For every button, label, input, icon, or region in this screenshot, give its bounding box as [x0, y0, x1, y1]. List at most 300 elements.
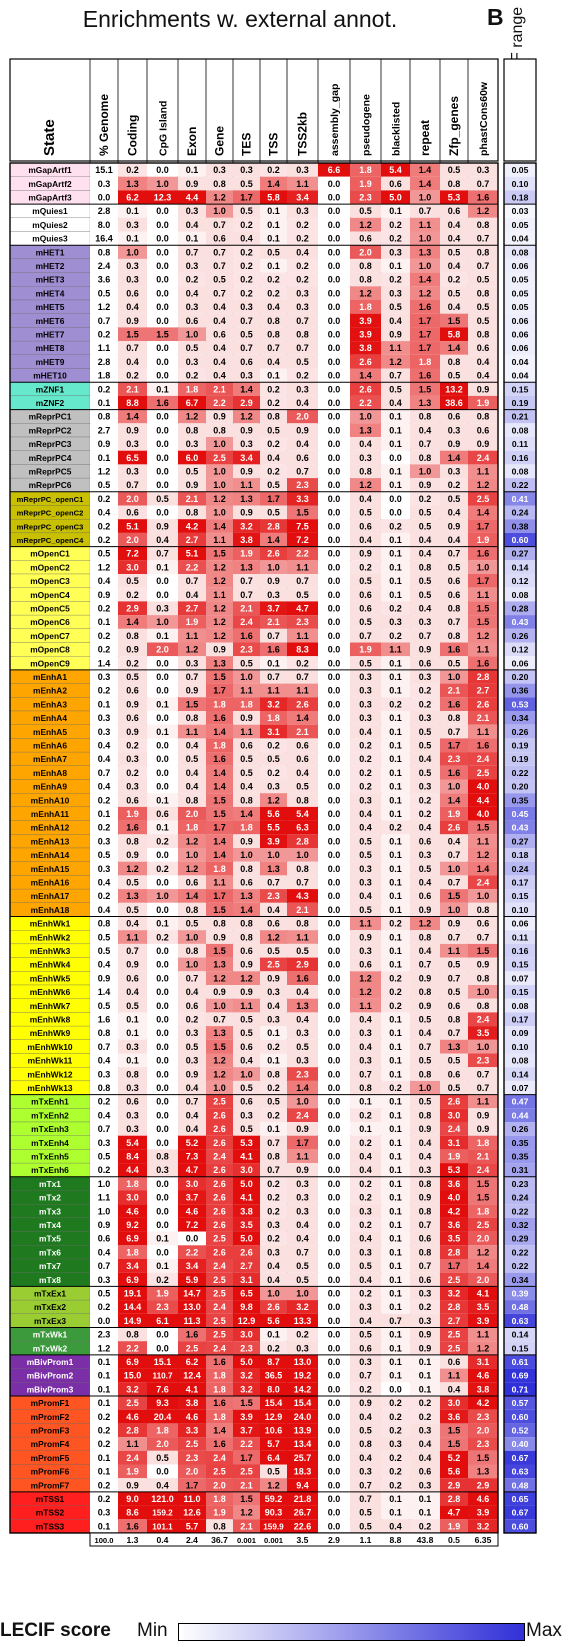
cell-value: 2.7 — [185, 535, 199, 545]
cell-value: 0.8 — [156, 1151, 169, 1162]
cell-value: 0.6 — [359, 233, 372, 244]
cell-value: 0.7 — [126, 946, 139, 956]
state-label: mEnhA11 — [30, 809, 70, 819]
cell-value: 7.2 — [126, 548, 139, 559]
lecif-value: 0.26 — [511, 630, 529, 641]
cell-value: 2.8 — [476, 672, 490, 682]
cell-value: 1.2 — [267, 795, 280, 806]
cell-value: 0.0 — [156, 1220, 169, 1230]
cell-value: 0.1 — [389, 740, 402, 751]
lecif-value: 0.23 — [511, 1178, 529, 1189]
cell-value: 0.8 — [476, 329, 490, 340]
cell-value: 1.0 — [213, 206, 226, 217]
cell-value: 1.1 — [476, 589, 490, 600]
state-label: mQuies3 — [32, 233, 68, 244]
cell-value: 0.1 — [389, 1494, 402, 1504]
cell-value: 0.4 — [126, 302, 139, 313]
cell-value: 0.4 — [418, 1028, 432, 1039]
cell-value: 0.0 — [156, 754, 169, 765]
cell-value: 0.5 — [359, 507, 372, 518]
cell-value: 0.3 — [359, 1466, 372, 1477]
cell-value: 1.0 — [240, 672, 253, 682]
cell-value: 0.3 — [126, 466, 139, 477]
cell-value: 0.2 — [359, 781, 372, 792]
cell-value: 0.9 — [418, 480, 432, 491]
cell-value: 0.2 — [296, 658, 309, 669]
cell-value: 8.8 — [126, 398, 139, 408]
cell-value: 0.9 — [240, 987, 253, 998]
cell-value: 0.9 — [359, 1398, 372, 1409]
cell-value: 8.7 — [267, 1357, 280, 1367]
cell-value: 0.4 — [213, 315, 226, 326]
cell-value: 0.3 — [126, 219, 139, 230]
cell-value: 0.4 — [126, 987, 139, 998]
cell-value: 1.7 — [213, 822, 226, 833]
cell-value: 0.2 — [359, 1220, 372, 1230]
cell-value: 1.1 — [476, 1096, 490, 1107]
cell-value: 1.2 — [389, 356, 402, 367]
cell-value: 0.3 — [240, 439, 253, 450]
cell-value: 0.3 — [296, 206, 309, 217]
cell-value: 0.4 — [97, 1055, 111, 1066]
cell-value: 0.7 — [213, 219, 226, 230]
cell-value: 3.8 — [185, 1398, 199, 1409]
cell-value: 1.2 — [213, 192, 226, 203]
cell-value: 0.3 — [418, 850, 432, 861]
state-label: mEnhWk6 — [29, 987, 71, 998]
cell-value: 1.2 — [267, 1480, 280, 1491]
state-label: mBivProm3 — [26, 1384, 74, 1395]
cell-value: 14.4 — [123, 1302, 142, 1313]
cell-value: 0.4 — [296, 1220, 309, 1230]
cell-value: 0.0 — [327, 1343, 341, 1354]
lecif-value: 0.35 — [511, 1151, 529, 1162]
cell-value: 1.2 — [97, 466, 111, 477]
cell-value: 6.0 — [185, 452, 199, 463]
cell-value: 0.2 — [359, 1110, 372, 1121]
cell-value: 0.0 — [156, 507, 169, 518]
cell-value: 0.2 — [156, 836, 169, 847]
cell-value: 0.2 — [97, 685, 111, 696]
cell-value: 1.4 — [296, 1083, 309, 1093]
cell-value: 0.0 — [327, 658, 341, 669]
cell-value: 0.6 — [476, 425, 490, 436]
cell-value: 0.3 — [447, 466, 461, 477]
cell-value: 2.3 — [447, 754, 461, 765]
cell-value: 0.1 — [267, 1055, 280, 1066]
cell-value: 0.0 — [327, 1480, 341, 1491]
cell-value: 1.0 — [185, 329, 199, 340]
state-label: mHET1 — [35, 247, 65, 258]
cell-value: 0.1 — [389, 562, 402, 573]
cell-value: 15.1 — [95, 165, 113, 176]
column-header-assembly-gap: assembly_gap — [329, 83, 341, 156]
cell-value: 0.0 — [327, 767, 341, 778]
cell-value: 0.0 — [156, 302, 169, 313]
cell-value: 0.2 — [156, 1274, 169, 1285]
cell-value: 0.2 — [97, 822, 111, 833]
lecif-value: 0.04 — [511, 370, 529, 381]
cell-value: 0.2 — [267, 1192, 280, 1203]
cell-value: 0.8 — [97, 411, 111, 422]
cell-value: 0.0 — [327, 973, 341, 984]
cell-value: 1.0 — [267, 850, 280, 861]
cell-value: 0.0 — [327, 411, 341, 422]
cell-value: 0.0 — [156, 959, 169, 970]
cell-value: 0.7 — [240, 315, 253, 326]
cell-value: 0.0 — [327, 302, 341, 313]
cell-value: 0.8 — [476, 288, 490, 299]
cell-value: 1.2 — [240, 411, 253, 422]
cell-value: 0.6 — [359, 959, 372, 970]
cell-value: 0.1 — [389, 1151, 402, 1162]
cell-value: 0.4 — [418, 548, 432, 559]
lecif-value: 0.47 — [511, 1096, 529, 1107]
cell-value: 0.9 — [447, 439, 461, 450]
column-total: 3.5 — [296, 1535, 309, 1545]
cell-value: 1.3 — [213, 959, 226, 970]
cell-value: 2.1 — [476, 713, 490, 724]
cell-value: 1.1 — [240, 685, 253, 696]
cell-value: 0.0 — [327, 1083, 341, 1093]
cell-value: 2.8 — [296, 836, 309, 847]
cell-value: 0.4 — [359, 726, 372, 737]
cell-value: 0.0 — [327, 1137, 341, 1148]
cell-value: 0.1 — [359, 1096, 372, 1107]
lecif-value: 0.71 — [511, 1384, 529, 1395]
cell-value: 0.3 — [359, 452, 372, 463]
cell-value: 0.5 — [447, 493, 461, 504]
cell-value: 0.3 — [185, 1055, 199, 1066]
cell-value: 0.1 — [97, 1357, 111, 1367]
cell-value: 1.8 — [213, 1494, 226, 1504]
cell-value: 0.9 — [185, 178, 199, 189]
cell-value: 1.4 — [213, 836, 226, 847]
cell-value: 4.3 — [296, 891, 309, 902]
cell-value: 0.1 — [389, 1096, 402, 1107]
lecif-value: 0.29 — [511, 1233, 529, 1244]
state-label: mHET5 — [35, 302, 65, 313]
cell-value: 0.3 — [296, 1028, 309, 1039]
cell-value: 0.0 — [327, 822, 341, 833]
cell-value: 2.2 — [126, 1343, 139, 1354]
cell-value: 0.5 — [359, 904, 372, 915]
cell-value: 0.4 — [418, 946, 432, 956]
cell-value: 0.0 — [389, 493, 402, 504]
cell-value: 1.4 — [476, 1261, 490, 1272]
cell-value: 0.5 — [447, 247, 461, 258]
cell-value: 0.7 — [213, 247, 226, 258]
cell-value: 0.2 — [389, 1466, 402, 1477]
state-label: mHET8 — [35, 343, 65, 354]
cell-value: 0.0 — [327, 178, 341, 189]
cell-value: 2.3 — [97, 1329, 111, 1340]
cell-value: 0.1 — [418, 1507, 432, 1518]
cell-value: 0.9 — [213, 932, 226, 943]
cell-value: 0.2 — [389, 987, 402, 998]
cell-value: 0.1 — [389, 891, 402, 902]
cell-value: 0.8 — [476, 219, 490, 230]
state-label: mPromF3 — [30, 1425, 70, 1436]
cell-value: 0.0 — [156, 165, 169, 176]
cell-value: 0.6 — [476, 918, 490, 929]
cell-value: 0.3 — [126, 1110, 139, 1121]
state-label: mZNF2 — [35, 398, 65, 408]
state-label: mHET2 — [35, 261, 65, 271]
cell-value: 0.3 — [389, 288, 402, 299]
cell-value: 0.0 — [327, 863, 341, 874]
cell-value: 0.2 — [267, 1110, 280, 1121]
cell-value: 1.4 — [296, 713, 309, 724]
state-label: mOpenC9 — [30, 658, 70, 669]
cell-value: 0.4 — [185, 740, 199, 751]
cell-value: 0.5 — [418, 767, 432, 778]
cell-value: 2.9 — [240, 398, 253, 408]
cell-value: 0.1 — [97, 1370, 111, 1381]
cell-value: 5.6 — [447, 1466, 461, 1477]
cell-value: 2.6 — [240, 1247, 253, 1258]
cell-value: 0.4 — [296, 398, 309, 408]
state-label: mEnhA2 — [33, 685, 67, 696]
cell-value: 0.1 — [97, 1452, 111, 1463]
cell-value: 0.0 — [156, 1110, 169, 1121]
cell-value: 0.3 — [418, 1425, 432, 1436]
cell-value: 0.2 — [389, 918, 402, 929]
cell-value: 6.9 — [126, 1357, 139, 1367]
state-label: mOpenC6 — [30, 617, 70, 628]
cell-value: 0.3 — [476, 165, 490, 176]
cell-value: 0.1 — [156, 1233, 169, 1244]
cell-value: 0.4 — [97, 576, 111, 587]
cell-value: 1.5 — [213, 672, 226, 682]
cell-value: 0.7 — [240, 589, 253, 600]
cell-value: 0.4 — [267, 904, 280, 915]
legend-gradient-bar — [178, 1623, 525, 1641]
cell-value: 14.9 — [123, 1315, 142, 1326]
cell-value: 0.8 — [97, 918, 111, 929]
cell-value: 0.5 — [296, 1274, 309, 1285]
cell-value: 0.0 — [97, 192, 111, 203]
cell-value: 21.8 — [293, 1494, 312, 1504]
cell-value: 0.0 — [327, 1370, 341, 1381]
legend-label: LECIF score — [0, 1620, 111, 1641]
cell-value: 0.0 — [156, 288, 169, 299]
cell-value: 2.4 — [476, 1165, 490, 1176]
cell-value: 1.1 — [240, 726, 253, 737]
cell-value: 2.7 — [447, 1315, 461, 1326]
cell-value: 2.5 — [213, 1466, 226, 1477]
cell-value: 0.5 — [97, 850, 111, 861]
lecif-value: 0.15 — [511, 959, 529, 970]
state-label: mTx5 — [39, 1233, 61, 1244]
cell-value: 1.0 — [126, 247, 139, 258]
lecif-value: 0.15 — [511, 891, 529, 902]
cell-value: 0.0 — [327, 809, 341, 819]
cell-value: 1.2 — [213, 1069, 226, 1080]
cell-value: 0.8 — [213, 178, 226, 189]
cell-value: 0.5 — [97, 1000, 111, 1011]
cell-value: 0.5 — [296, 356, 309, 367]
state-label: mTx8 — [39, 1274, 61, 1285]
cell-value: 0.8 — [418, 411, 432, 422]
cell-value: 0.3 — [296, 1343, 309, 1354]
cell-value: 1.5 — [447, 1425, 461, 1436]
cell-value: 0.6 — [476, 343, 490, 354]
cell-value: 0.6 — [240, 877, 253, 888]
cell-value: 0.0 — [327, 850, 341, 861]
cell-value: 1.5 — [213, 795, 226, 806]
cell-value: 0.2 — [389, 603, 402, 614]
cell-value: 1.4 — [418, 178, 432, 189]
cell-value: 0.4 — [476, 370, 490, 381]
cell-value: 0.7 — [447, 1028, 461, 1039]
cell-value: 0.9 — [213, 644, 226, 655]
cell-value: 0.0 — [156, 1083, 169, 1093]
cell-value: 8.4 — [126, 1151, 139, 1162]
column-total: 100.0 — [94, 1536, 114, 1545]
cell-value: 0.1 — [97, 1384, 111, 1395]
cell-value: 3.4 — [185, 1261, 199, 1272]
cell-value: 0.0 — [327, 1069, 341, 1080]
state-label: mEnhA5 — [33, 726, 67, 737]
cell-value: 9.0 — [126, 1494, 139, 1504]
cell-value: 0.8 — [97, 1028, 111, 1039]
cell-value: 0.1 — [267, 261, 280, 271]
cell-value: 5.5 — [267, 822, 280, 833]
cell-value: 1.6 — [447, 644, 461, 655]
cell-value: 0.4 — [97, 877, 111, 888]
cell-value: 8.0 — [267, 1384, 280, 1395]
cell-value: 0.0 — [327, 1384, 341, 1395]
cell-value: 1.5 — [476, 822, 490, 833]
cell-value: 1.5 — [213, 946, 226, 956]
cell-value: 0.5 — [240, 754, 253, 765]
cell-value: 0.2 — [418, 809, 432, 819]
cell-value: 0.2 — [296, 1329, 309, 1340]
cell-value: 1.0 — [213, 1083, 226, 1093]
cell-value: 0.8 — [418, 987, 432, 998]
cell-value: 0.2 — [126, 740, 139, 751]
cell-value: 0.6 — [447, 206, 461, 217]
cell-value: 0.7 — [185, 672, 199, 682]
cell-value: 0.1 — [185, 233, 199, 244]
cell-value: 1.0 — [213, 507, 226, 518]
cell-value: 0.0 — [327, 1028, 341, 1039]
cell-value: 1.4 — [240, 904, 253, 915]
cell-value: 3.9 — [476, 1507, 490, 1518]
cell-value: 1.5 — [476, 617, 490, 628]
cell-value: 1.6 — [418, 302, 432, 313]
cell-value: 0.0 — [327, 946, 341, 956]
cell-value: 0.8 — [359, 1083, 372, 1093]
cell-value: 1.3 — [240, 891, 253, 902]
cell-value: 6.6 — [327, 165, 341, 176]
cell-value: 2.4 — [476, 1014, 490, 1025]
cell-value: 0.6 — [97, 1233, 111, 1244]
cell-value: 0.7 — [97, 1261, 111, 1272]
cell-value: 0.4 — [267, 1274, 280, 1285]
cell-value: 0.3 — [389, 1439, 402, 1450]
cell-value: 0.0 — [156, 672, 169, 682]
cell-value: 0.9 — [418, 1343, 432, 1354]
cell-value: 3.8 — [476, 1384, 490, 1395]
cell-value: 0.0 — [327, 713, 341, 724]
cell-value: 0.7 — [418, 1041, 432, 1052]
cell-value: 0.0 — [327, 343, 341, 354]
cell-value: 0.1 — [97, 1466, 111, 1477]
cell-value: 0.8 — [447, 630, 461, 641]
cell-value: 101.1 — [152, 1522, 173, 1532]
cell-value: 1.0 — [418, 466, 432, 477]
cell-value: 0.1 — [97, 809, 111, 819]
cell-value: 5.2 — [447, 1452, 461, 1463]
cell-value: 0.9 — [126, 644, 139, 655]
cell-value: 0.9 — [476, 384, 490, 395]
cell-value: 1.3 — [447, 1041, 461, 1052]
lecif-value: 0.65 — [511, 1494, 529, 1504]
lecif-value: 0.22 — [511, 480, 529, 491]
cell-value: 1.4 — [447, 452, 461, 463]
cell-value: 1.9 — [447, 1521, 461, 1532]
cell-value: 0.2 — [359, 767, 372, 778]
cell-value: 1.4 — [418, 165, 432, 176]
cell-value: 0.4 — [359, 1274, 372, 1285]
cell-value: 2.6 — [213, 1178, 226, 1189]
cell-value: 0.3 — [418, 617, 432, 628]
cell-value: 0.6 — [240, 740, 253, 751]
cell-value: 0.0 — [156, 1329, 169, 1340]
cell-value: 0.3 — [97, 672, 111, 682]
cell-value: 0.1 — [389, 1370, 402, 1381]
cell-value: 9.4 — [296, 1480, 309, 1491]
cell-value: 8.3 — [296, 644, 309, 655]
cell-value: 0.2 — [267, 1233, 280, 1244]
cell-value: 2.5 — [213, 1288, 226, 1299]
cell-value: 2.4 — [126, 1452, 139, 1463]
cell-value: 2.8 — [447, 1247, 461, 1258]
cell-value: 0.4 — [240, 1055, 253, 1066]
cell-value: 1.4 — [126, 617, 139, 628]
cell-value: 4.1 — [185, 1384, 199, 1395]
cell-value: 1.1 — [296, 932, 309, 943]
cell-value: 0.3 — [126, 439, 139, 450]
cell-value: 0.3 — [185, 1028, 199, 1039]
state-label: mOpenC3 — [30, 576, 70, 587]
state-label: mEnhA1 — [33, 672, 67, 682]
cell-value: 0.6 — [359, 1343, 372, 1354]
cell-value: 0.1 — [389, 206, 402, 217]
lecif-value: 0.20 — [511, 672, 529, 682]
cell-value: 0.5 — [240, 658, 253, 669]
cell-value: 1.5 — [447, 891, 461, 902]
cell-value: 2.4 — [476, 754, 490, 765]
cell-value: 0.8 — [185, 795, 199, 806]
cell-value: 0.2 — [97, 1096, 111, 1107]
cell-value: 5.3 — [447, 1165, 461, 1176]
cell-value: 3.3 — [185, 1425, 199, 1436]
cell-value: 0.8 — [447, 713, 461, 724]
lecif-value: 0.26 — [511, 1124, 529, 1135]
cell-value: 0.1 — [156, 795, 169, 806]
column-header--genome: % Genome — [97, 93, 111, 156]
cell-value: 2.2 — [296, 548, 309, 559]
cell-value: 0.0 — [156, 1137, 169, 1148]
cell-value: 0.0 — [327, 493, 341, 504]
cell-value: 0.4 — [359, 1041, 372, 1052]
cell-value: 1.6 — [185, 1329, 199, 1340]
cell-value: 1.2 — [97, 302, 111, 313]
cell-value: 0.2 — [97, 1439, 111, 1450]
